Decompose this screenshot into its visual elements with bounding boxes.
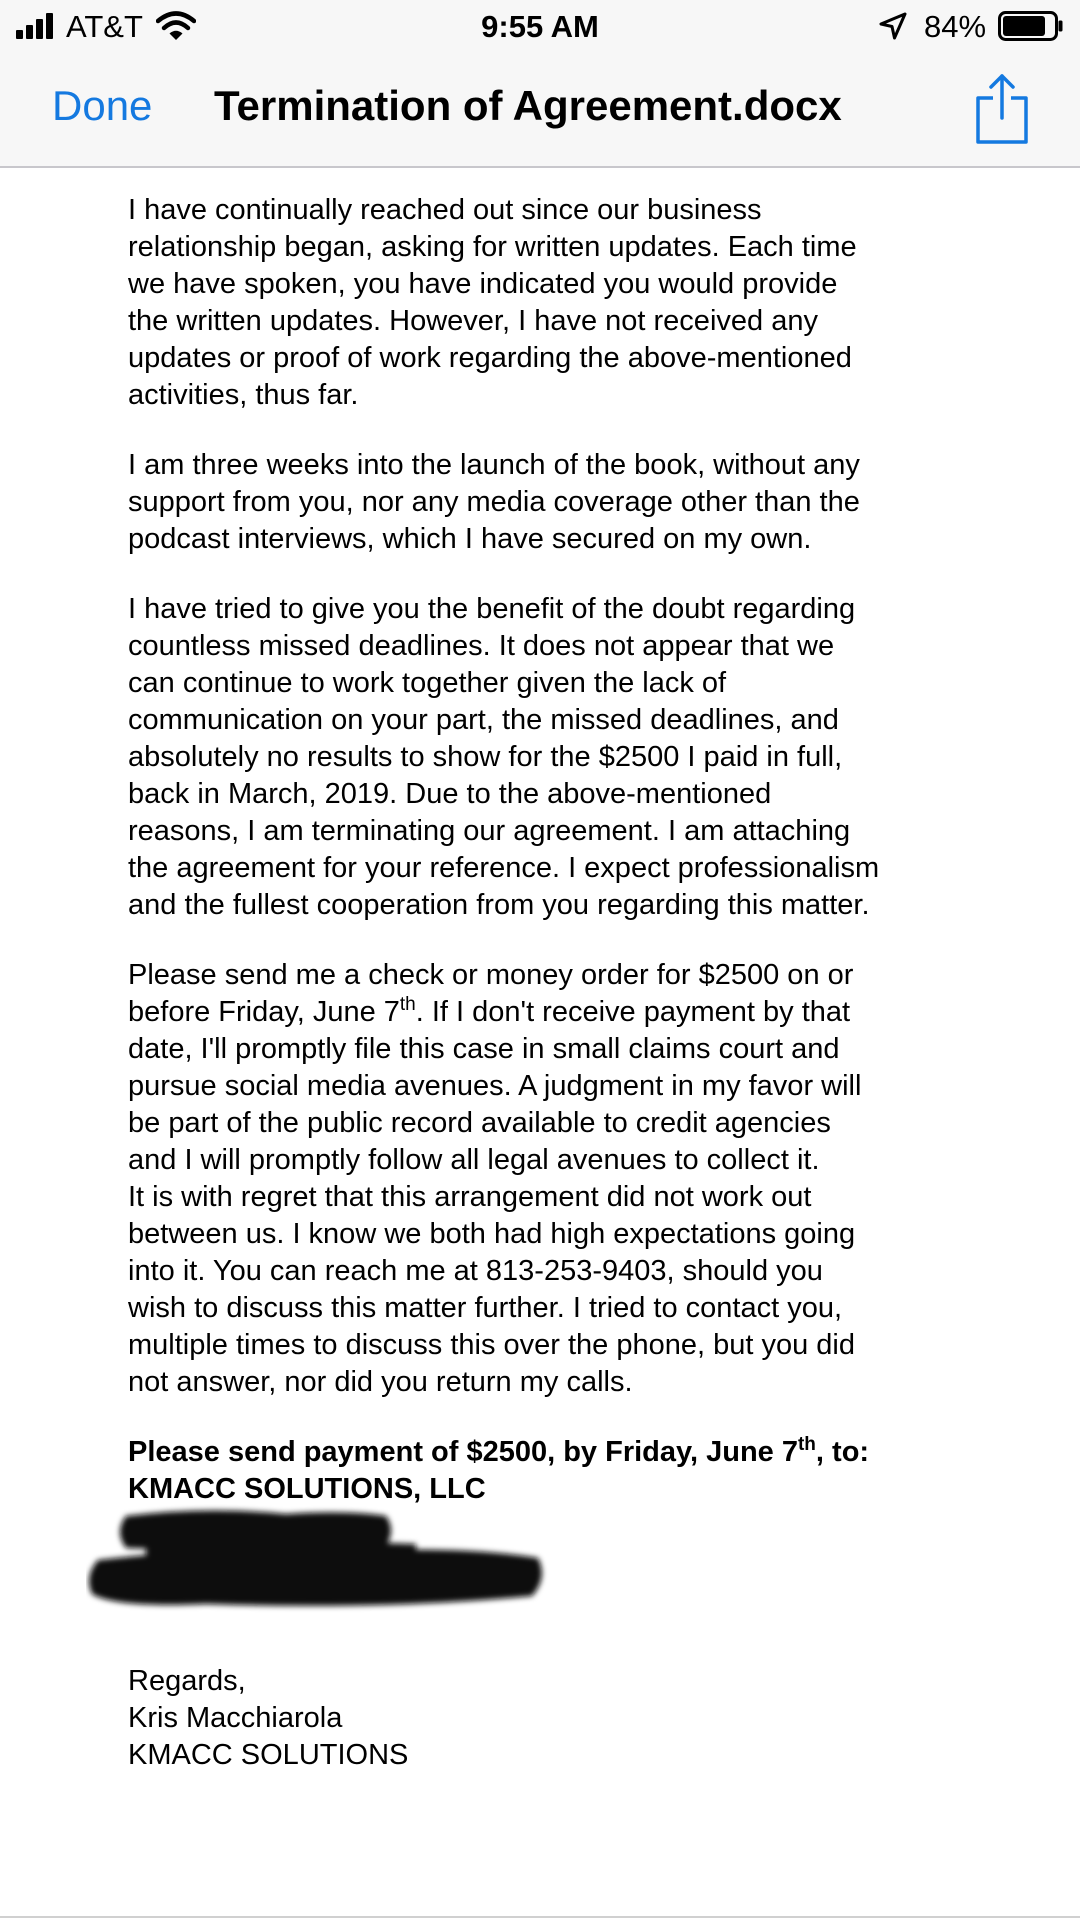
status-time: 9:55 AM <box>481 9 599 44</box>
text-line: countless missed deadlines. It does not appear that we <box>128 630 835 662</box>
text-line: I have tried to give you the benefit of the doubt regarding <box>128 593 856 625</box>
text-line: communication on your part, the missed deadlines, and <box>128 704 839 736</box>
text-line: into it. You can reach me at 813-253-9403, should you <box>128 1255 823 1287</box>
navigation-bar <box>0 52 1080 168</box>
text-line: wish to discuss this matter further. I tried to contact you, <box>128 1292 843 1324</box>
text-line: I have continually reached out since our business <box>128 194 762 226</box>
carrier-name: AT&T <box>66 9 143 44</box>
text-fragment: Please send payment of $2500, by Friday, June 7 <box>128 1436 798 1468</box>
text-fragment: , to: <box>815 1436 870 1468</box>
text-line: pursue social media avenues. A judgment in my favor will <box>128 1070 862 1102</box>
text-line: can continue to work together given the lack of <box>128 667 727 699</box>
text-line: the written updates. However, I have not received any <box>128 305 818 337</box>
text-line: between us. I know we both had high expectations going <box>128 1218 856 1250</box>
text-line: we have spoken, you have indicated you would provide <box>128 268 838 300</box>
text-line: activities, thus far. <box>128 379 359 411</box>
text-line: not answer, nor did you return my calls. <box>128 1366 633 1398</box>
battery-percent: 84% <box>924 9 987 44</box>
text-line: back in March, 2019. Due to the above-mentioned <box>128 778 772 810</box>
text-line: absolutely no results to show for the $2500 I paid in full, <box>128 741 843 773</box>
signature-block <box>128 1663 928 1774</box>
text-line: updates or proof of work regarding the above-mentioned <box>128 342 852 374</box>
paragraph-book-launch <box>128 447 968 558</box>
paragraph-termination <box>128 591 968 924</box>
text-line: multiple times to discuss this over the phone, but you did <box>128 1329 855 1361</box>
text-fragment: . If I don't receive payment by that <box>415 996 851 1028</box>
text-line: relationship began, asking for written updates. Each time <box>128 231 857 263</box>
text-line: support from you, nor any media coverage other than the <box>128 486 860 518</box>
text-line: Please send me a check or money order for $2500 on or <box>128 959 854 991</box>
text-line: and I will promptly follow all legal avenues to collect it. <box>128 1144 820 1176</box>
text-line: and the fullest cooperation from you regarding this matter. <box>128 889 870 921</box>
document-body <box>128 192 968 1508</box>
document-title: Termination of Agreement.docx <box>214 82 842 129</box>
paragraph-written-updates <box>128 192 968 414</box>
share-icon[interactable] <box>974 72 1030 144</box>
battery-icon <box>998 11 1064 41</box>
text-line: reasons, I am terminating our agreement. I am attaching <box>128 815 851 847</box>
text-fragment: before Friday, June 7 <box>128 996 400 1028</box>
text-line: I am three weeks into the launch of the book, without any <box>128 449 860 481</box>
paragraph-payment-request <box>128 957 968 1401</box>
done-button[interactable]: Done <box>52 82 153 129</box>
payee-name: KMACC SOLUTIONS, LLC <box>128 1473 486 1505</box>
payment-instructions <box>128 1434 968 1508</box>
text-line: podcast interviews, which I have secured on my own. <box>128 523 812 555</box>
text-line: the agreement for your reference. I expect professionalism <box>128 852 880 884</box>
superscript: th <box>797 1434 816 1455</box>
text-line: be part of the public record available to credit agencies <box>128 1107 831 1139</box>
status-bar <box>0 0 1080 52</box>
text-line: It is with regret that this arrangement did not work out <box>128 1181 812 1213</box>
signer-company: KMACC SOLUTIONS <box>128 1739 409 1771</box>
signer-name: Kris Macchiarola <box>128 1702 343 1734</box>
closing: Regards, <box>128 1665 246 1697</box>
superscript: th <box>399 994 416 1015</box>
bottom-divider <box>0 1916 1080 1918</box>
text-line: date, I'll promptly file this case in small claims court and <box>128 1033 840 1065</box>
location-arrow-icon <box>878 11 908 41</box>
redacted-address <box>86 1504 556 1614</box>
